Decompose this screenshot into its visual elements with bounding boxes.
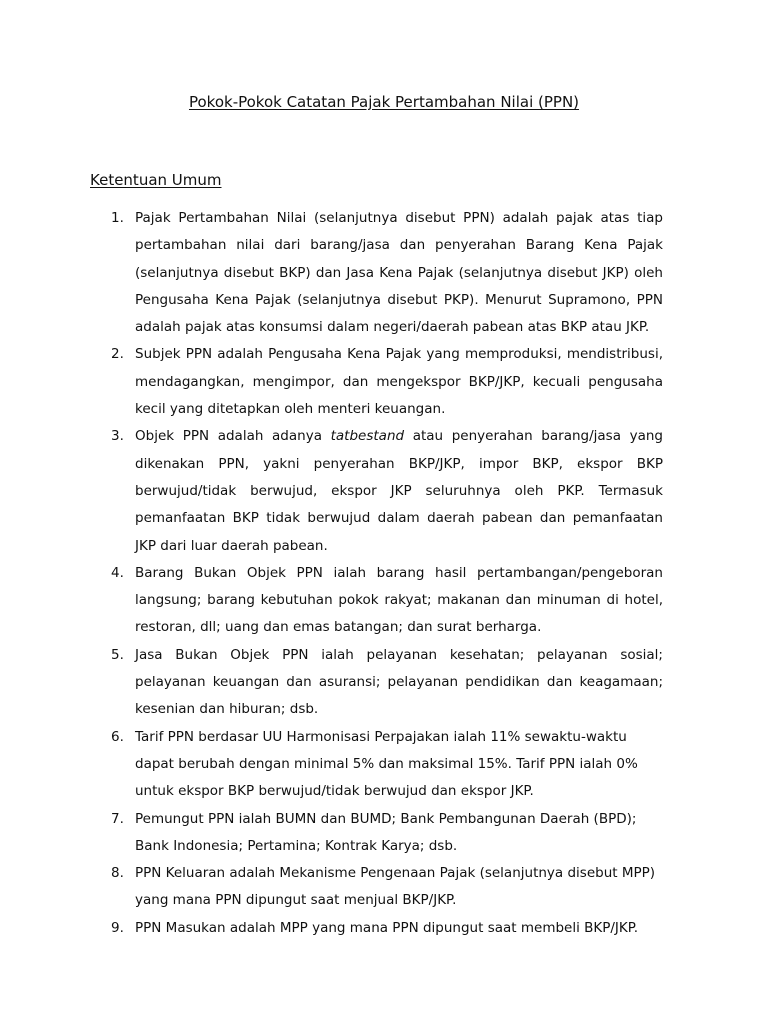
document-title: Pokok-Pokok Catatan Pajak Pertambahan Nilai (PPN) <box>188 93 580 111</box>
list-item <box>0 806 768 861</box>
list-item-number: 4. <box>111 564 124 581</box>
provisions-list <box>0 205 768 942</box>
section-heading: Ketentuan Umum <box>90 171 222 189</box>
list-item-number: 3. <box>111 428 124 445</box>
list-item <box>0 860 768 915</box>
list-item-number: 5. <box>111 646 124 663</box>
list-item-text: Subjek PPN adalah Pengusaha Kena Pajak yang memproduksi, mendistribusi, mendagangkan, mengimpor, dan mengekspor BKP/JKP, kecuali pengusaha kecil yang ditetapkan oleh menteri keuangan. <box>135 346 663 418</box>
list-item <box>0 423 768 559</box>
list-item-text-after: atau penyerahan barang/jasa yang dikenakan PPN, yakni penyerahan BKP/JKP, impor BKP, ekspor BKP berwujud/tidak berwujud, ekspor JKP seluruhnya oleh PKP. Termasuk pemanfaatan BKP tidak berwujud dalam daerah pabean dan pemanfaatan JKP dari luar daerah pabean. <box>135 428 663 554</box>
list-item-text-before: Objek PPN adalah adanya <box>135 428 331 445</box>
list-item-text: Pajak Pertambahan Nilai (selanjutnya disebut PPN) adalah pajak atas tiap pertambahan nilai dari barang/jasa dan penyerahan Barang Kena Pajak (selanjutnya disebut BKP) dan Jasa Kena Pajak (selanjutnya disebut JKP) oleh Pengusaha Kena Pajak (selanjutnya disebut PKP). Menurut Supramono, PPN adalah pajak atas konsumsi dalam negeri/daerah pabean atas BKP atau JKP. <box>135 210 663 336</box>
list-item-text: PPN Keluaran adalah Mekanisme Pengenaan Pajak (selanjutnya disebut MPP) yang mana PPN dipungut saat menjual BKP/JKP. <box>135 865 656 909</box>
list-item-text: Pemungut PPN ialah BUMN dan BUMD; Bank Pembangunan Daerah (BPD); Bank Indonesia; Pertamina; Kontrak Karya; dsb. <box>135 810 637 854</box>
list-item <box>0 724 768 806</box>
list-item <box>0 205 768 341</box>
list-item-number: 2. <box>111 346 124 363</box>
list-item-text: Tarif PPN berdasar UU Harmonisasi Perpajakan ialah 11% sewaktu-waktu dapat berubah dengan minimal 5% dan maksimal 15%. Tarif PPN ialah 0% untuk ekspor BKP berwujud/tidak berwujud dan ekspor JKP. <box>135 728 638 800</box>
list-item-text: Jasa Bukan Objek PPN ialah pelayanan kesehatan; pelayanan sosial; pelayanan keuangan dan asuransi; pelayanan pendidikan dan keagamaan; kesenian dan hiburan; dsb. <box>135 646 663 718</box>
list-item-number: 7. <box>111 810 124 827</box>
list-item-number: 9. <box>111 919 124 936</box>
list-item <box>0 642 768 724</box>
list-item-number: 6. <box>111 728 124 745</box>
list-item <box>0 915 768 942</box>
list-item-number: 8. <box>111 865 124 882</box>
italic-term: tatbestand <box>330 428 405 445</box>
list-item <box>0 341 768 423</box>
list-item-text: PPN Masukan adalah MPP yang mana PPN dipungut saat membeli BKP/JKP. <box>135 919 639 936</box>
list-item-text <box>135 423 663 559</box>
list-item-text: Barang Bukan Objek PPN ialah barang hasil pertambangan/pengeboran langsung; barang kebutuhan pokok rakyat; makanan dan minuman di hotel, restoran, dll; uang dan emas batangan; dan surat berharga. <box>135 564 663 636</box>
list-item <box>0 560 768 642</box>
list-item-number: 1. <box>111 210 124 226</box>
